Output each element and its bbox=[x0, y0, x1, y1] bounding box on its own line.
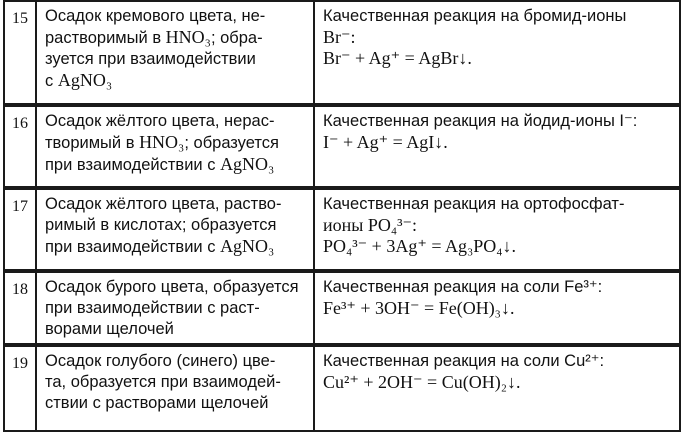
reaction-equation: Cu²⁺ + 2OH⁻ = Cu(OH)₂↓. bbox=[323, 372, 521, 392]
row-number: 17 bbox=[4, 188, 36, 271]
reaction-equation: I⁻ + Ag⁺ = AgI↓. bbox=[323, 132, 448, 152]
precipitate-description: Осадок бурого цвета, образуется при взаимодействии с раст- ворами щелочей bbox=[36, 271, 314, 345]
row-number: 15 bbox=[4, 1, 36, 105]
reaction-equation: PO₄³⁻ + 3Ag⁺ = Ag₃PO₄↓. bbox=[323, 236, 517, 256]
qualitative-reaction: Качественная реакция на ортофосфат- ионы PO₄³⁻: PO₄³⁻ + 3Ag⁺ = Ag₃PO₄↓. bbox=[314, 188, 680, 271]
table-row bbox=[4, 345, 680, 431]
qualitative-reaction: Качественная реакция на йодид-ионы I⁻: I⁻ + Ag⁺ = AgI↓. bbox=[314, 105, 680, 188]
qualitative-reaction: Качественная реакция на бромид-ионы Br⁻: Br⁻ + Ag⁺ = AgBr↓. bbox=[314, 1, 680, 105]
table-row bbox=[4, 105, 680, 188]
precipitate-description: Осадок жёлтого цвета, раство- римый в кислотах; образуется при взаимодействии с AgNO₃ bbox=[36, 188, 314, 271]
table-row bbox=[4, 188, 680, 271]
precipitate-description: Осадок кремового цвета, не- растворимый в HNO₃; обра- зуется при взаимодействии с AgNO₃ bbox=[36, 1, 314, 105]
precipitate-description: Осадок жёлтого цвета, нерас- творимый в HNO₃; образуется при взаимодействии с AgNO₃ bbox=[36, 105, 314, 188]
qualitative-reaction: Качественная реакция на соли Cu²⁺: Cu²⁺ + 2OH⁻ = Cu(OH)₂↓. bbox=[314, 345, 680, 431]
row-number: 18 bbox=[4, 271, 36, 345]
reaction-equation: Br⁻ + Ag⁺ = AgBr↓. bbox=[323, 48, 472, 68]
table-row bbox=[4, 271, 680, 345]
reactions-table bbox=[3, 0, 681, 432]
precipitate-description: Осадок голубого (синего) цве- та, образуется при взаимодей- ствии с растворами щелочей bbox=[36, 345, 314, 431]
row-number: 16 bbox=[4, 105, 36, 188]
row-number: 19 bbox=[4, 345, 36, 431]
qualitative-reaction: Качественная реакция на соли Fe³⁺: Fe³⁺ + 3OH⁻ = Fe(OH)₃↓. bbox=[314, 271, 680, 345]
table-row bbox=[4, 1, 680, 105]
reaction-equation: Fe³⁺ + 3OH⁻ = Fe(OH)₃↓. bbox=[323, 298, 515, 318]
